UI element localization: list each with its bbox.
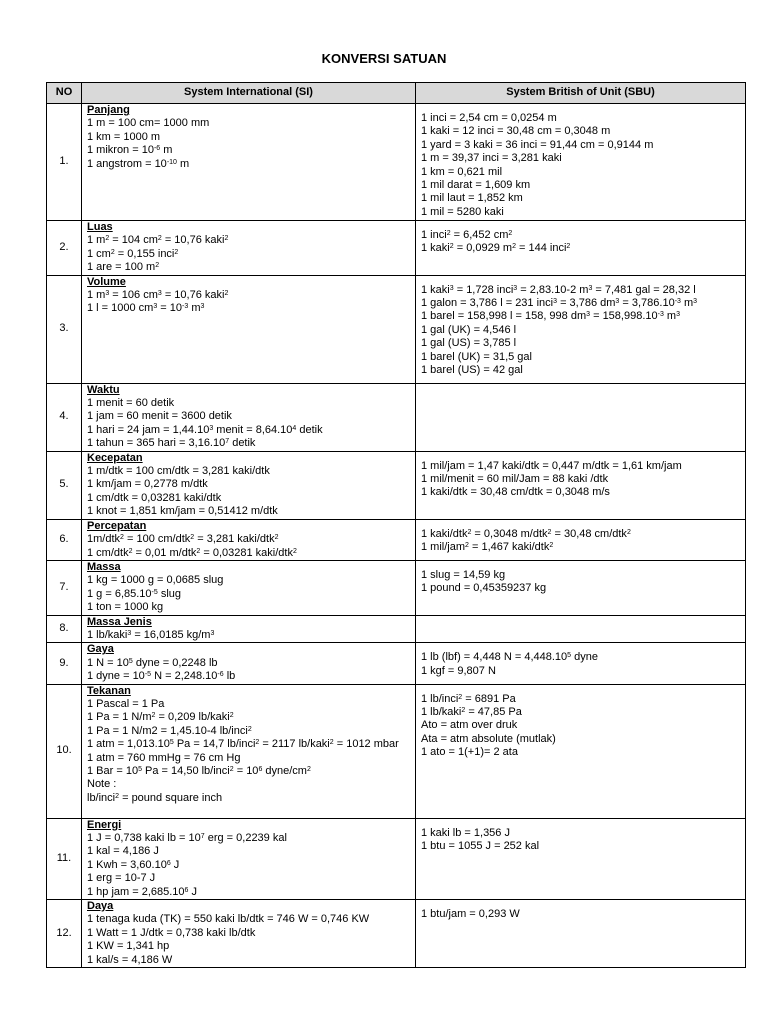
si-conversion-line: 1 $cm^2 = 0,155$ inci$^2$ (87, 247, 179, 260)
si-conversion-line: 1 l = 1000 $cm^3 = 10^{-3}$ $m^3$ (87, 302, 205, 315)
si-conversion-line: 1 hari = 24 jam = $1,44.10^3$ menit = $8,64.10^4$ detik (87, 423, 323, 436)
sbu-conversion-line: 1 mil darat = 1,609 km (421, 179, 531, 192)
table-row (47, 643, 746, 684)
si-cell (82, 818, 416, 899)
row-number: 3. (47, 275, 82, 383)
row-number: 11. (47, 818, 82, 899)
sbu-conversion-line: 1 kaki/dtk$^2$ = 0,3048 m/dtk$^2$ = 30,48 cm/dtk$^2$ (421, 527, 631, 540)
sbu-cell (416, 818, 746, 899)
sbu-conversion-line: 1 ato = 1(+1)= 2 ata (421, 746, 518, 759)
si-conversion-line: 1 jam = 60 menit = 3600 detik (87, 410, 232, 423)
table-row (47, 221, 746, 276)
si-conversion-line: 1 lb/kaki$^3$ = 16,0185 $kg/m^3$ (87, 628, 215, 641)
sbu-conversion-line: 1 mil = 5280 kaki (421, 205, 504, 218)
table-header-row (47, 83, 746, 104)
sbu-conversion-line: Ata = atm absolute (mutlak) (421, 732, 556, 745)
si-cell (82, 643, 416, 684)
sbu-conversion-line: 1 lb (lbf) = 4,448 $N = 4,448.10^5$ dyne (421, 651, 598, 664)
sbu-cell (416, 383, 746, 451)
sbu-cell (416, 560, 746, 615)
si-cell (82, 275, 416, 383)
si-conversion-line: 1 J = 0,738 kaki lb = $10^7$ erg = 0,2239 kal (87, 831, 287, 844)
table-row (47, 451, 746, 519)
si-cell (82, 615, 416, 643)
sbu-cell (416, 643, 746, 684)
sbu-conversion-line: 1 mil laut = 1,852 km (421, 192, 523, 205)
si-conversion-line: 1 Pascal = 1 Pa (87, 697, 165, 710)
si-conversion-line: 1 Bar = $10^5$ Pa = 14,50 lb/inci$^2$ = $10^6$ dyne/$cm^2$ (87, 765, 311, 777)
si-conversion-line: 1 kg = 1000 g = 0,0685 slug (87, 574, 224, 587)
sbu-conversion-line: 1 inci = 2,54 cm = 0,0254 m (421, 112, 557, 124)
sbu-conversion-line: 1 kaki$^2$ = 0,0929 $m^2 = 144$ inci$^2$ (421, 242, 571, 255)
sbu-conversion-line: 1 pound = 0,45359237 kg (421, 582, 547, 595)
category-label: Gaya (87, 643, 114, 656)
header-sbu: System British of Unit (SBU) (416, 83, 746, 104)
category-label: Tekanan (87, 684, 131, 697)
sbu-conversion-line: 1 yard = 3 kaki = 36 inci = 91,44 cm = 0,9144 m (421, 138, 654, 151)
sbu-cell (416, 519, 746, 560)
si-conversion-line: 1m/dtk$^2$ = 100 cm/dtk$^2$ = 3,281 kaki/dtk$^2$ (87, 533, 279, 546)
category-label: Panjang (87, 104, 130, 116)
table-row (47, 615, 746, 643)
si-conversion-line: Note : (87, 778, 117, 791)
sbu-conversion-line: 1 gal (US) = 3,785 l (421, 337, 517, 350)
sbu-conversion-line: 1 slug = 14,59 kg (421, 568, 506, 581)
row-number: 9. (47, 643, 82, 684)
page-title: KONVERSI SATUAN (321, 51, 447, 66)
si-conversion-line: 1 $g = 6,85.10^{-5}$ slug (87, 587, 182, 600)
si-conversion-line: 1 cm/dtk = 0,03281 kaki/dtk (87, 491, 222, 504)
si-conversion-line: 1 Pa = 1 $N/m^2 = 0,209$ lb/kaki$^2$ (87, 711, 234, 724)
si-conversion-line: 1 tenaga kuda (TK) = 550 kaki lb/dtk = 746 W = 0,746 KW (87, 913, 370, 926)
table-row (47, 519, 746, 560)
si-conversion-line: 1 atm = 760 mmHg = 76 cm Hg (87, 751, 241, 764)
sbu-conversion-line: 1 barel (UK) = 31,5 gal (421, 350, 532, 363)
si-conversion-line: 1 kal = 4,186 J (87, 845, 159, 858)
sbu-conversion-line: 1 lb/inci$^2$ = 6891 Pa (421, 692, 516, 705)
sbu-conversion-line: 1 inci$^2$ = 6,452 $cm^2$ (421, 229, 513, 241)
sbu-cell (416, 615, 746, 643)
table-row (47, 104, 746, 221)
sbu-conversion-line: 1 gal (UK) = 4,546 l (421, 323, 517, 336)
sbu-conversion-line: 1 kaki$^3$ = 1,728 inci$^3$ = 2,83.10-2 $m^3 = 7,481$ gal = 28,32 l (421, 283, 696, 296)
category-label: Daya (87, 900, 114, 912)
sbu-cell (416, 104, 746, 221)
category-label: Waktu (87, 383, 120, 396)
si-conversion-line: 1 erg = 10-7 J (87, 872, 156, 885)
si-cell (82, 383, 416, 451)
sbu-conversion-line: 1 kaki = 12 inci = 30,48 cm = 0,3048 m (421, 125, 611, 138)
category-label: Massa (87, 560, 121, 573)
row-number: 2. (47, 221, 82, 276)
si-cell (82, 451, 416, 519)
si-cell (82, 900, 416, 968)
si-conversion-line: lb/inci$^2$ = pound square inch (87, 791, 223, 804)
si-cell (82, 221, 416, 276)
sbu-conversion-line: 1 kgf = 9,807 N (421, 664, 496, 677)
row-number: 12. (47, 900, 82, 968)
category-label: Volume (87, 275, 126, 288)
sbu-conversion-line: 1 barel = 158,998 l = 158, 998 $dm^3 = 158,998.10^{-3}$ $m^3$ (421, 310, 680, 323)
row-number: 4. (47, 383, 82, 451)
si-conversion-line: 1 kal/s = 4,186 W (87, 953, 173, 966)
category-label: Percepatan (87, 519, 147, 532)
category-label: Luas (87, 221, 113, 233)
table-row (47, 560, 746, 615)
sbu-conversion-line: 1 lb/kaki$^2$ = 47,85 Pa (421, 705, 522, 718)
sbu-conversion-line: 1 km = 0,621 mil (421, 165, 503, 178)
sbu-conversion-line: 1 btu/jam = 0,293 W (421, 908, 520, 920)
si-conversion-line: 1 atm = $1,013.10^5$ Pa = 14,7 lb/inci$^2$ = 2117 lb/kaki$^2$ = 1012 mbar (87, 738, 399, 751)
table-row (47, 275, 746, 383)
si-cell (82, 519, 416, 560)
si-conversion-line: 1 Kwh = $3,60.10^6$ J (87, 858, 180, 871)
si-conversion-line: 1 km/jam = 0,2778 m/dtk (87, 478, 208, 491)
table-body (47, 104, 746, 968)
sbu-conversion-line: 1 m = 39,37 inci = 3,281 kaki (421, 152, 562, 165)
sbu-cell (416, 684, 746, 818)
row-number: 8. (47, 615, 82, 643)
table-row (47, 900, 746, 968)
sbu-conversion-line: Ato = atm over druk (421, 719, 518, 732)
sbu-conversion-line: 1 mil/jam$^2$ = 1,467 kaki/dtk$^2$ (421, 541, 554, 554)
sbu-conversion-line: 1 galon = 3,786 l = 231 inci$^3$ = 3,786 $dm^3 = 3,786.10^{-3}$ $m^3$ (421, 297, 698, 310)
sbu-conversion-line: 1 mil/menit = 60 mil/Jam = 88 kaki /dtk (421, 473, 609, 486)
si-conversion-line: 1 dyne = $10^{-5}$ $N = 2,248.10^{-6}$ lb (87, 670, 236, 683)
row-number: 7. (47, 560, 82, 615)
si-conversion-line: 1 km = 1000 m (87, 130, 161, 143)
sbu-conversion-line: 1 kaki/dtk = 30,48 cm/dtk = 0,3048 m/s (421, 486, 610, 499)
sbu-conversion-line: 1 kaki lb = 1,356 J (421, 826, 510, 839)
category-label: Massa Jenis (87, 615, 152, 628)
si-conversion-line: 1 Watt = 1 J/dtk = 0,738 kaki lb/dtk (87, 926, 256, 939)
si-conversion-line: 1 hp jam = $2,685.10^6$ J (87, 885, 198, 898)
row-number: 1. (47, 104, 82, 221)
category-label: Kecepatan (87, 451, 143, 464)
si-conversion-line: 1 angstrom = $10^{-10}$ m (87, 157, 190, 170)
sbu-cell (416, 275, 746, 383)
sbu-conversion-line: 1 mil/jam = 1,47 kaki/dtk = 0,447 m/dtk = 1,61 km/jam (421, 459, 682, 472)
si-conversion-line: 1 cm/dtk$^2$ = 0,01 m/dtk$^2$ = 0,03281 kaki/dtk$^2$ (87, 546, 297, 559)
header-no: NO (47, 83, 82, 104)
sbu-cell (416, 221, 746, 276)
conversion-table (46, 82, 746, 968)
si-conversion-line: 1 ton = 1000 kg (87, 601, 164, 614)
row-number: 6. (47, 519, 82, 560)
si-conversion-line: 1 menit = 60 detik (87, 397, 175, 410)
row-number: 5. (47, 451, 82, 519)
si-conversion-line: 1 $m^3 = 106$ $cm^3 = 10,76$ kaki$^2$ (87, 289, 229, 302)
si-cell (82, 104, 416, 221)
si-cell (82, 684, 416, 818)
sbu-conversion-line: 1 barel (US) = 42 gal (421, 364, 523, 377)
sbu-cell (416, 451, 746, 519)
si-conversion-line: 1 knot = 1,851 km/jam = 0,51412 m/dtk (87, 505, 278, 518)
table-row (47, 383, 746, 451)
si-conversion-line: 1 tahun = 365 hari = $3,16.10^7$ detik (87, 437, 256, 450)
si-conversion-line: 1 m = 100 cm= 1000 mm (87, 117, 210, 130)
table-row (47, 684, 746, 818)
si-conversion-line: 1 $N = 10^5$ dyne = 0,2248 lb (87, 656, 218, 669)
category-label: Energi (87, 818, 122, 831)
si-cell (82, 560, 416, 615)
si-conversion-line: 1 Pa = 1 N/m2 = 1,45.10-4 lb/inci$^2$ (87, 724, 252, 737)
row-number: 10. (47, 684, 82, 818)
si-conversion-line: 1 mikron = $10^{-6}$ m (87, 144, 173, 157)
sbu-conversion-line: 1 btu = 1055 J = 252 kal (421, 839, 540, 852)
header-si: System International (SI) (82, 83, 416, 104)
si-conversion-line: 1 KW = 1,341 hp (87, 940, 170, 953)
si-conversion-line: 1 are = 100 $m^2$ (87, 261, 160, 274)
si-conversion-line: 1 $m^2 = 104$ $cm^2 = 10,76$ kaki$^2$ (87, 234, 229, 247)
sbu-cell (416, 900, 746, 968)
si-conversion-line: 1 m/dtk = 100 cm/dtk = 3,281 kaki/dtk (87, 465, 270, 478)
table-row (47, 818, 746, 899)
